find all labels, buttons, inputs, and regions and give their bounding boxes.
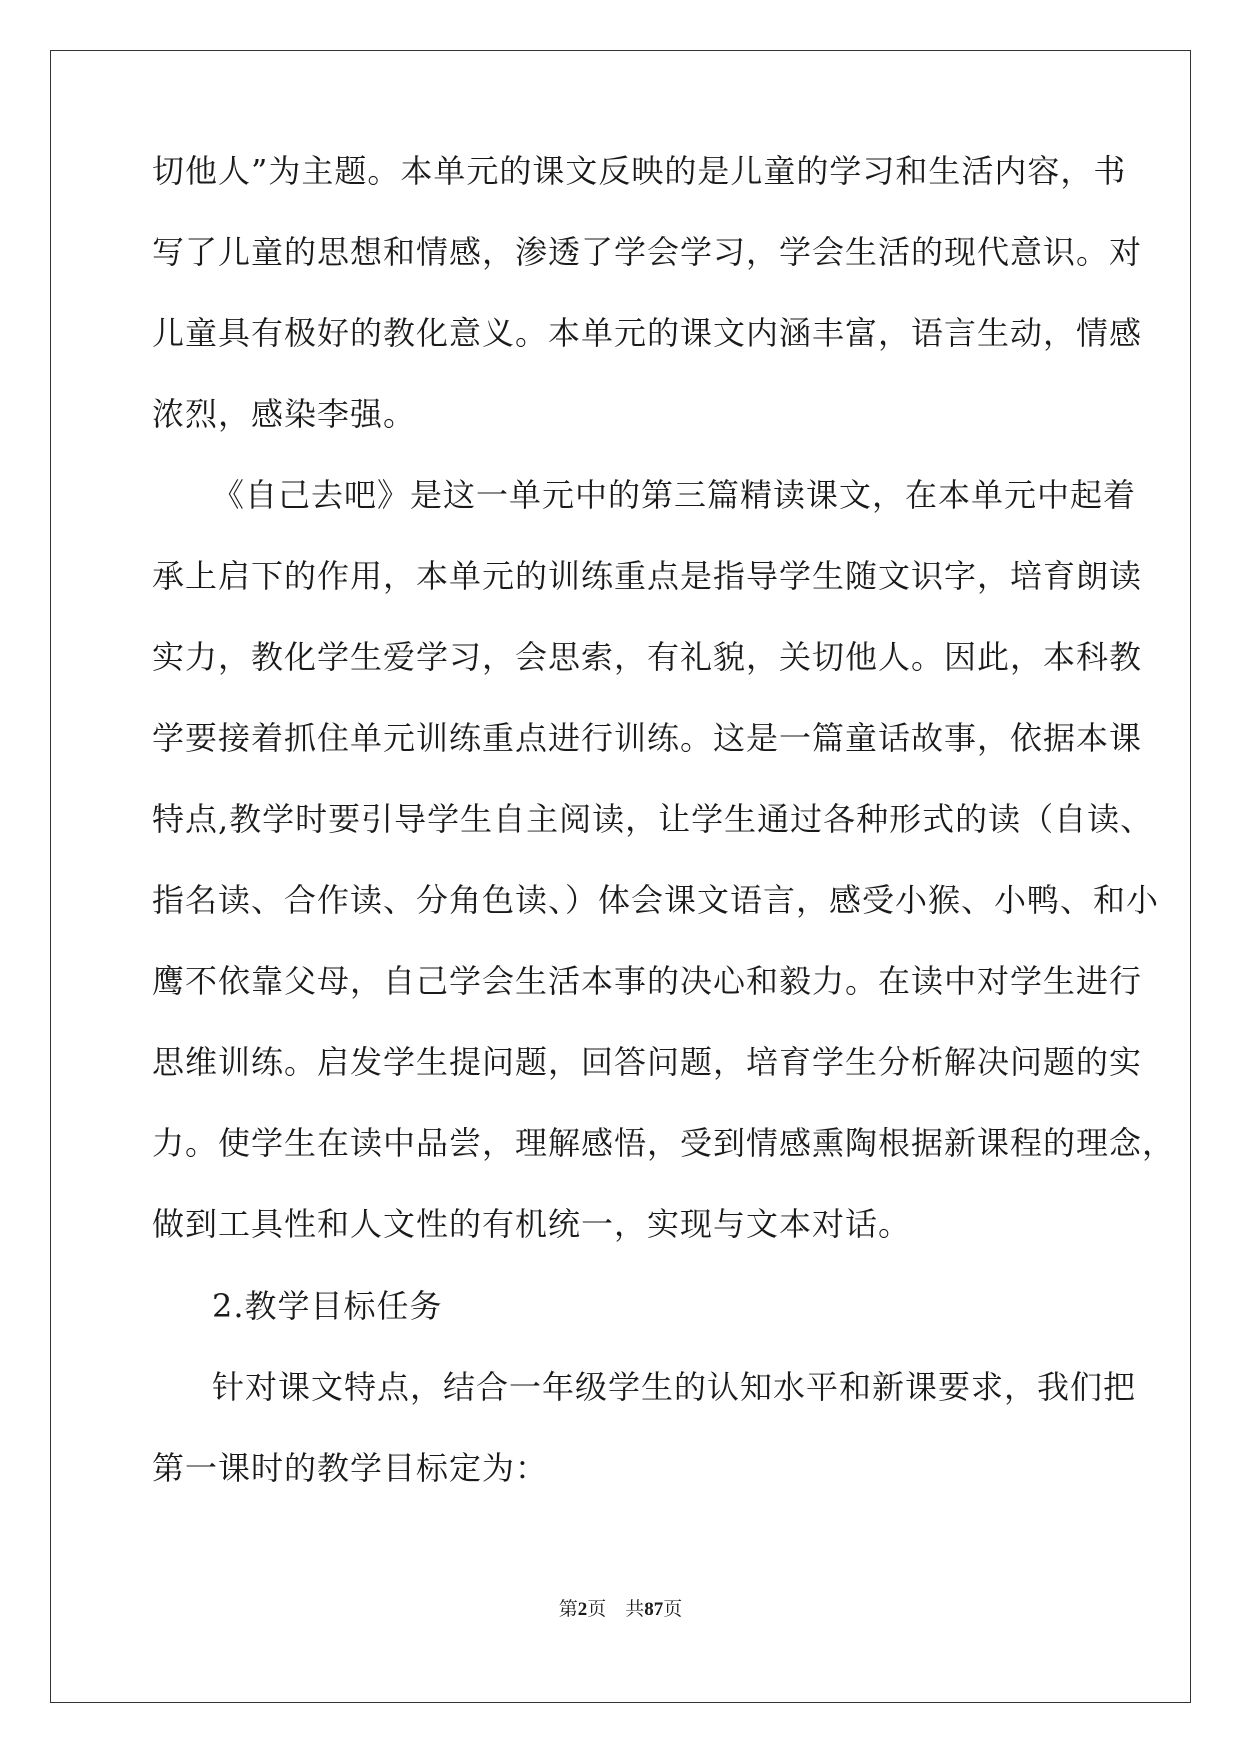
section-heading: 2.教学目标任务 xyxy=(212,1287,443,1325)
text-line: 承上启下的作用，本单元的训练重点是指导学生随文识字，培育朗读 xyxy=(152,557,1143,595)
text-line: 儿童具有极好的教化意义。本单元的课文内涵丰富，语言生动，情感 xyxy=(152,314,1143,352)
page-number: 2 xyxy=(577,1599,588,1620)
text-line: 实力，教化学生爱学习，会思索，有礼貌，关切他人。因此，本科教 xyxy=(152,638,1143,676)
page-suffix: 页 xyxy=(587,1599,607,1620)
total-pages: 87 xyxy=(644,1599,664,1620)
total-suffix: 页 xyxy=(663,1599,683,1620)
paragraph-start-line: 针对课文特点，结合一年级学生的认知水平和新课要求，我们把 xyxy=(212,1368,1137,1406)
text-line: 思维训练。启发学生提问题，回答问题，培育学生分析解决问题的实 xyxy=(152,1043,1143,1081)
text-line: 鹰不依靠父母，自己学会生活本事的决心和毅力。在读中对学生进行 xyxy=(152,962,1143,1000)
text-line: 做到工具性和人文性的有机统一，实现与文本对话。 xyxy=(152,1205,912,1243)
text-line: 切他人”为主题。本单元的课文反映的是儿童的学习和生活内容，书 xyxy=(152,152,1127,190)
text-line: 力。使学生在读中品尝，理解感悟，受到情感熏陶根据新课程的理念， xyxy=(152,1124,1176,1162)
paragraph-start-line: 《自己去吧》是这一单元中的第三篇精读课文，在本单元中起着 xyxy=(212,476,1137,514)
total-prefix: 共 xyxy=(625,1599,645,1620)
text-line: 指名读、合作读、分角色读、）体会课文语言，感受小猴、小鸭、和小 xyxy=(152,881,1160,919)
text-line: 特点,教学时要引导学生自主阅读，让学生通过各种形式的读（自读、 xyxy=(152,800,1154,838)
text-line: 浓烈，感染李强。 xyxy=(152,395,417,433)
text-line: 第一课时的教学目标定为： xyxy=(152,1449,549,1487)
page-prefix: 第 xyxy=(558,1599,578,1620)
page-footer xyxy=(0,1598,1241,1622)
text-line: 学要接着抓住单元训练重点进行训练。这是一篇童话故事，依据本课 xyxy=(152,719,1143,757)
text-line: 写了儿童的思想和情感，渗透了学会学习，学会生活的现代意识。对 xyxy=(152,233,1143,271)
